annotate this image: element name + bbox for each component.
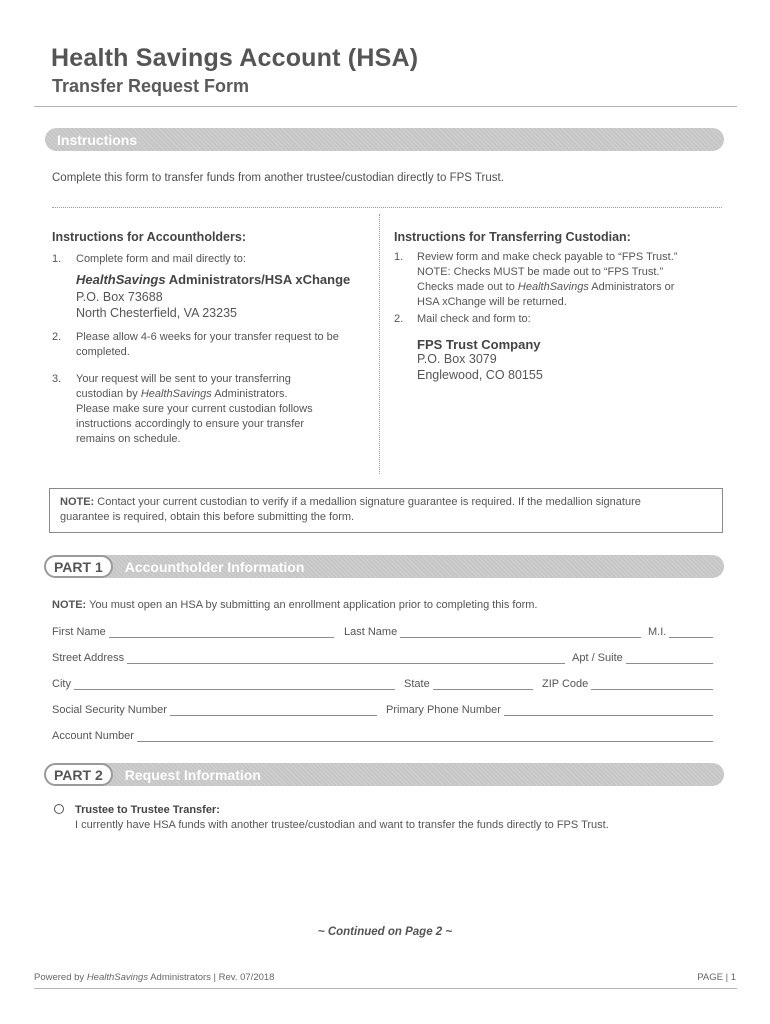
left-item-3-pre: custodian by (76, 388, 141, 400)
intro-divider (52, 207, 722, 208)
medallion-note-line1 (60, 495, 712, 510)
form-title: Health Savings Account (HSA) (51, 44, 419, 72)
part2-bar (45, 763, 724, 786)
zip-code-line[interactable] (591, 679, 713, 690)
account-number-label: Account Number (52, 730, 134, 742)
left-item-3 (52, 372, 382, 447)
trustee-transfer-radio[interactable] (54, 804, 64, 814)
part1-bar (45, 555, 724, 578)
note-label: NOTE: (60, 496, 95, 508)
fps-address-line2: Englewood, CO 80155 (417, 368, 543, 382)
apt-suite-line[interactable] (626, 653, 713, 664)
column-divider (379, 214, 380, 474)
right-item-2-text: Mail check and form to: (417, 313, 531, 325)
mi-label: M.I. (648, 626, 667, 638)
ssn-field[interactable] (52, 700, 377, 716)
left-item-3-line1: Your request will be sent to your transferring (76, 373, 291, 385)
street-address-field[interactable] (52, 648, 565, 664)
first-name-label: First Name (52, 626, 106, 638)
left-item-3-line5: remains on schedule. (76, 433, 181, 445)
footer-powered-by (34, 972, 274, 983)
instructions-bar (45, 128, 724, 151)
right-item-1-line1: Review form and make check payable to “FPS Trust.” (417, 251, 678, 263)
right-item-2 (394, 312, 722, 327)
left-item-3-brand: HealthSavings (140, 388, 212, 400)
part2-pill: PART 2 (44, 763, 113, 786)
part1-note-text: You must open an HSA by submitting an enrollment application prior to completing this form. (86, 599, 538, 611)
state-line[interactable] (433, 679, 533, 690)
right-item-1-line2: NOTE: Checks MUST be made out to “FPS Trust.” (417, 266, 664, 278)
part1-note-label: NOTE: (52, 599, 87, 611)
fps-company-name: FPS Trust Company (417, 337, 541, 352)
right-item-1-line4: HSA xChange will be returned. (417, 296, 567, 308)
trustee-transfer-text: I currently have HSA funds with another trustee/custodian and want to transfer the funds directly to FPS Trust. (75, 819, 609, 831)
page-number: PAGE | 1 (697, 972, 736, 983)
medallion-note-box (49, 488, 723, 533)
right-item-2-num: 2. (394, 313, 404, 325)
right-item-1-pre: Checks made out to (417, 281, 518, 293)
city-label: City (52, 678, 71, 690)
part1-title: Accountholder Information (124, 558, 305, 575)
left-item-1-num: 1. (52, 253, 62, 265)
last-name-label: Last Name (344, 626, 398, 638)
intro-text: Complete this form to transfer funds from another trustee/custodian directly to FPS Trust. (52, 172, 504, 184)
right-item-1-post: Administrators or (588, 281, 675, 293)
account-number-line[interactable] (137, 731, 713, 742)
ssn-label: Social Security Number (52, 704, 167, 716)
footer-post: Administrators | Rev. 07/2018 (148, 972, 275, 983)
part1-pill: PART 1 (44, 555, 113, 578)
account-number-field[interactable] (52, 726, 713, 742)
medallion-note-line2: guarantee is required, obtain this before submitting the form. (60, 511, 355, 523)
accountholder-mail-address (76, 289, 237, 321)
first-name-field[interactable] (52, 622, 334, 638)
left-item-1-text: Complete form and mail directly to: (76, 253, 246, 265)
left-item-3-post: Administrators. (211, 388, 288, 400)
city-line[interactable] (74, 679, 395, 690)
left-item-2-num: 2. (52, 331, 62, 343)
right-item-1-brand: HealthSavings (517, 281, 589, 293)
last-name-line[interactable] (400, 627, 641, 638)
footer-divider (34, 988, 737, 989)
state-field[interactable] (404, 674, 533, 690)
mi-field[interactable] (648, 622, 713, 638)
form-subtitle: Transfer Request Form (52, 76, 250, 96)
custodian-heading: Instructions for Transferring Custodian: (394, 230, 631, 244)
footer-brand: HealthSavings (86, 972, 149, 983)
mail-name-rest: Administrators/HSA xChange (165, 272, 351, 287)
instructions-bar-label: Instructions (57, 131, 138, 148)
left-item-2-line1: Please allow 4-6 weeks for your transfer request to be (76, 331, 339, 343)
ssn-line[interactable] (170, 705, 377, 716)
mi-line[interactable] (669, 627, 713, 638)
apt-suite-field[interactable] (572, 648, 713, 664)
fps-company-address (417, 351, 543, 383)
left-item-3-line4: instructions accordingly to ensure your transfer (76, 418, 305, 430)
right-item-1-line3 (417, 280, 722, 295)
zip-code-field[interactable] (542, 674, 713, 690)
left-item-3-num: 3. (52, 373, 62, 385)
primary-phone-field[interactable] (386, 700, 713, 716)
left-item-3-line2 (76, 387, 382, 402)
last-name-field[interactable] (344, 622, 641, 638)
part1-note (52, 598, 537, 613)
left-item-3-line3: Please make sure your current custodian follows (76, 403, 313, 415)
left-item-2-line2: completed. (76, 346, 130, 358)
note-text-a: Contact your current custodian to verify if a medallion signature guarantee is required. If the medallion signature (94, 496, 641, 508)
right-item-1-num: 1. (394, 251, 404, 263)
zip-code-label: ZIP Code (542, 678, 589, 690)
state-label: State (404, 678, 430, 690)
mail-address-line1: P.O. Box 73688 (76, 290, 163, 304)
accountholder-mail-name (76, 272, 350, 287)
trustee-transfer-title: Trustee to Trustee Transfer: (75, 804, 220, 816)
part2-title: Request Information (124, 766, 261, 783)
apt-suite-label: Apt / Suite (572, 652, 623, 664)
first-name-line[interactable] (109, 627, 334, 638)
left-item-2 (52, 330, 382, 360)
right-item-1 (394, 250, 722, 310)
street-address-line[interactable] (127, 653, 565, 664)
primary-phone-line[interactable] (504, 705, 713, 716)
primary-phone-label: Primary Phone Number (386, 704, 501, 716)
header-divider (34, 106, 737, 107)
accountholder-heading: Instructions for Accountholders: (52, 230, 246, 244)
city-field[interactable] (52, 674, 395, 690)
fps-address-line1: P.O. Box 3079 (417, 352, 497, 366)
continued-note: ~ Continued on Page 2 ~ (317, 926, 453, 938)
brand-italic: HealthSavings (76, 272, 166, 287)
footer-pre: Powered by (34, 972, 87, 983)
mail-address-line2: North Chesterfield, VA 23235 (76, 306, 237, 320)
street-address-label: Street Address (52, 652, 125, 664)
